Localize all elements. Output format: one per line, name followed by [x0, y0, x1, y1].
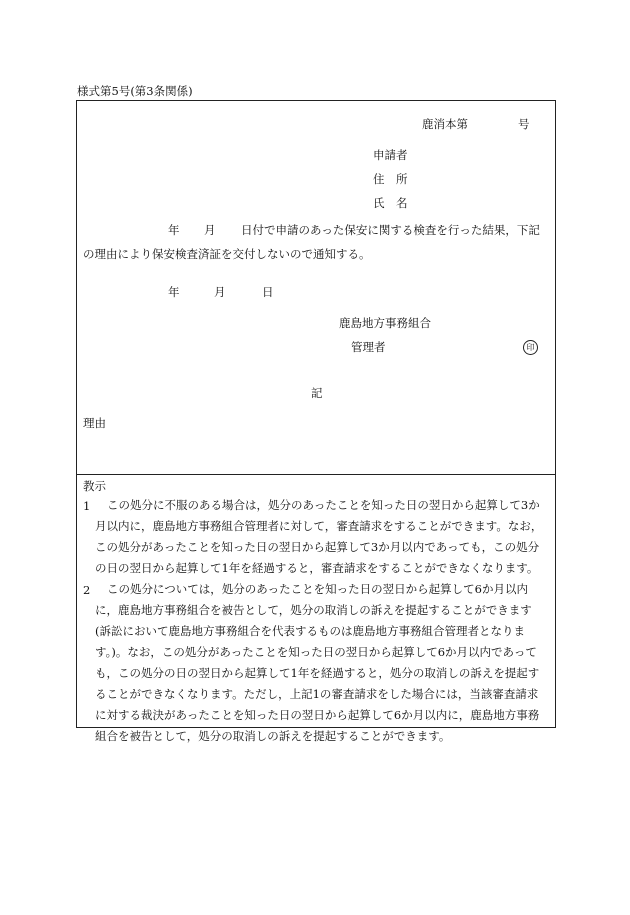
- ki-heading: 記: [311, 386, 323, 400]
- applicant-heading: 申請者: [373, 148, 408, 162]
- issue-date-day: 日: [262, 285, 274, 299]
- body-date-year: 年: [168, 223, 180, 237]
- body-text-line1: 日付で申請のあった保安に関する検査を行った結果，下記: [241, 223, 540, 237]
- instruction-line: の日の翌日から起算して1年を経過すると，審査請求をすることができなくなります。: [95, 561, 539, 575]
- instruction-item-1: [83, 495, 555, 579]
- instruction-line: この処分があったことを知った日の翌日から起算して3か月以内であっても，この処分: [95, 540, 540, 554]
- instruction-item-2: [83, 579, 555, 747]
- instruction-line: ることができなくなります。ただし，上記1の審査請求をした場合には，当該審査請求: [95, 687, 539, 701]
- issuer-title: 管理者: [351, 340, 386, 354]
- instruction-line: (訴訟において鹿島地方事務組合を代表するものは鹿島地方事務組合管理者となりま: [95, 624, 525, 638]
- instruction-line: 組合を被告として，処分の取消しの訴えを提起することができます。: [95, 729, 451, 743]
- issue-date-month: 月: [214, 285, 226, 299]
- reason-label: 理由: [83, 416, 106, 430]
- instruction-item-number: 1: [83, 499, 91, 513]
- doc-number-suffix: 号: [518, 117, 530, 131]
- instruction-frame: [76, 474, 556, 743]
- body-text-line2: の理由により保安検査済証を交付しないので通知する。: [83, 247, 371, 261]
- notice-frame: [76, 100, 556, 475]
- instruction-line: す。)。なお，この処分があったことを知った日の翌日から起算して6か月以内であって: [95, 645, 537, 659]
- issue-date: [77, 284, 555, 300]
- instruction-line: この処分については，処分のあったことを知った日の翌日から起算して6か月以内: [107, 582, 528, 596]
- body-date-month: 月: [204, 223, 216, 237]
- instruction-line: に，鹿島地方事務組合を被告として，処分の取消しの訴えを提起することができます: [95, 603, 532, 617]
- applicant-name-label: 氏 名: [373, 196, 408, 210]
- instruction-heading: 教示: [83, 479, 106, 493]
- instruction-line: に対する裁決があったことを知った日の翌日から起算して6か月以内に，鹿島地方事務: [95, 708, 540, 722]
- seal-icon: 印: [523, 340, 538, 355]
- instruction-line: この処分に不服のある場合は，処分のあったことを知った日の翌日から起算して3か: [107, 498, 540, 512]
- form-number-label: 様式第5号(第3条関係): [77, 84, 193, 98]
- doc-number-prefix: 鹿消本第: [422, 117, 468, 131]
- instruction-line: 月以内に，鹿島地方事務組合管理者に対して，審査請求をすることができます。なお，: [95, 519, 543, 533]
- issue-date-year: 年: [168, 285, 180, 299]
- instruction-line: も，この処分の日の翌日から起算して1年を経過すると，処分の取消しの訴えを提起す: [95, 666, 540, 680]
- issuer-organization: 鹿島地方事務組合: [339, 316, 431, 330]
- applicant-address-label: 住 所: [373, 172, 408, 186]
- instruction-item-number: 2: [83, 583, 91, 597]
